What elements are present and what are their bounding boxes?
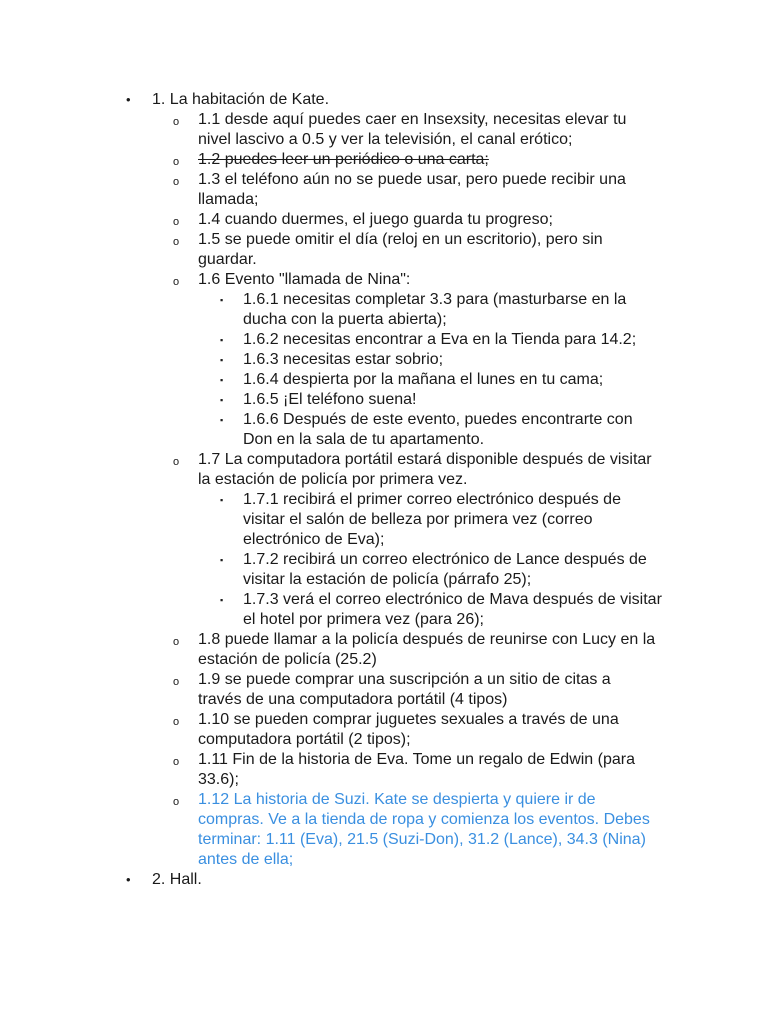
item-text: ▪ 1.6.6 Después de este evento, puedes encontrarte con Don en la sala de tu apartamento. (243, 411, 633, 448)
outline-subsubitem (0, 330, 663, 350)
item-text: o 1.4 cuando duermes, el juego guarda tu progreso; (198, 211, 553, 228)
outline-subsubitem (0, 590, 663, 630)
item-text: ▪ 1.7.2 recibirá un correo electrónico de Lance después de visitar la estación de policía (párrafo 25); (243, 551, 647, 588)
outline-subitem (0, 270, 658, 450)
item-text: • 1. La habitación de Kate. (152, 91, 330, 108)
outline-subitem (0, 630, 658, 670)
item-text: • 2. Hall. (152, 871, 202, 888)
outline-subitem (0, 450, 662, 630)
item-text: o 1.9 se puede comprar una suscripción a un sitio de citas a través de una computadora portátil (4 tipos) (198, 671, 611, 708)
nested-list (0, 290, 658, 450)
outline-subitem[interactable] (0, 790, 658, 870)
item-text: ▪ 1.6.5 ¡El teléfono suena! (243, 391, 417, 408)
outline-subitem (0, 210, 658, 230)
nested-list (0, 490, 662, 630)
outline-subsubitem (0, 290, 663, 330)
document-body (0, 90, 768, 890)
item-text: o 1.3 el teléfono aún no se puede usar, pero puede recibir una llamada; (198, 171, 626, 208)
outline-subitem (0, 110, 658, 150)
outline-subitem (0, 750, 658, 790)
item-text: o 1.7 La computadora portátil estará disponible después de visitar la estación de policía por primera vez. (198, 451, 652, 488)
item-text: ▪ 1.7.3 verá el correo electrónico de Mava después de visitar el hotel por primera vez (para 26); (243, 591, 662, 628)
outline-list (0, 90, 768, 890)
item-text: o 1.1 desde aquí puedes caer en Insexsity, necesitas elevar tu nivel lascivo a 0.5 y ver la televisión, el canal erótico; (198, 111, 627, 148)
item-text: o 1.11 Fin de la historia de Eva. Tome un regalo de Edwin (para 33.6); (198, 751, 635, 788)
outline-subitem (0, 150, 658, 170)
item-link-text[interactable]: o 1.12 La historia de Suzi. Kate se despierta y quiere ir de compras. Ve a la tienda de ropa y comienza los eventos. Debes terminar: 1.11 (Eva), 21.5 (Suzi-Don), 31.2 (Lance), 34.3 (Nina) antes de ella; (198, 791, 650, 868)
outline-subitem (0, 670, 658, 710)
outline-subsubitem (0, 410, 663, 450)
outline-subsubitem (0, 370, 663, 390)
item-text: ▪ 1.7.1 recibirá el primer correo electrónico después de visitar el salón de belleza por primera vez (correo electrónico de Eva); (243, 491, 621, 548)
outline-subitem (0, 710, 658, 750)
item-text: ▪ 1.6.3 necesitas estar sobrio; (243, 351, 444, 368)
item-text: ▪ 1.6.4 despierta por la mañana el lunes en tu cama; (243, 371, 604, 388)
outline-item (0, 870, 768, 890)
outline-item (0, 90, 768, 870)
item-text: o 1.5 se puede omitir el día (reloj en un escritorio), pero sin guardar. (198, 231, 603, 268)
item-text: o 1.10 se pueden comprar juguetes sexuales a través de una computadora portátil (2 tipos); (198, 711, 619, 748)
outline-subsubitem (0, 350, 663, 370)
outline-subsubitem (0, 550, 663, 590)
item-text: ▪ 1.6.1 necesitas completar 3.3 para (masturbarse en la ducha con la puerta abierta); (243, 291, 627, 328)
item-text: o 1.8 puede llamar a la policía después de reunirse con Lucy en la estación de policía (25.2) (198, 631, 656, 668)
item-text: o 1.6 Evento "llamada de Nina": (198, 271, 411, 288)
item-text: o 1.2 puedes leer un periódico o una carta; (198, 151, 489, 168)
outline-subsubitem (0, 390, 663, 410)
outline-subitem (0, 170, 658, 210)
nested-list (0, 110, 768, 870)
outline-subsubitem (0, 490, 663, 550)
item-text: ▪ 1.6.2 necesitas encontrar a Eva en la Tienda para 14.2; (243, 331, 637, 348)
outline-subitem (0, 230, 658, 270)
